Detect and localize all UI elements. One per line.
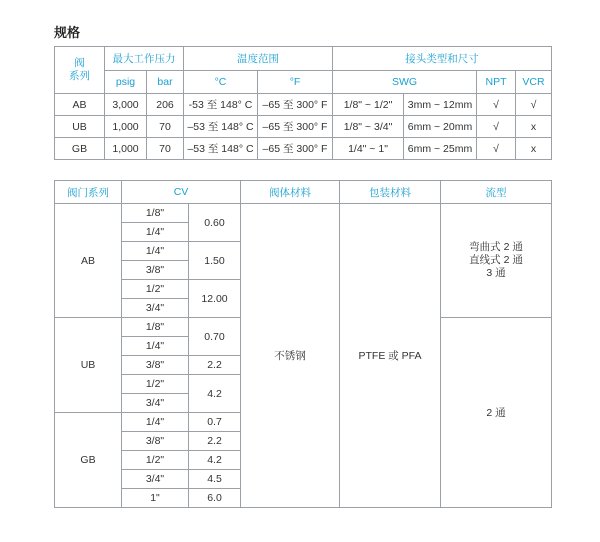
cell-npt: √	[477, 116, 516, 138]
cell-swg-inch: 1/8" ~ 3/4"	[333, 116, 404, 138]
header-temp-range: 温度范围	[184, 47, 333, 71]
cell-bar: 70	[147, 138, 184, 160]
cell-celsius: –53 至 148° C	[184, 138, 258, 160]
cell-vcr: √	[516, 94, 552, 116]
group-series: AB	[55, 204, 122, 318]
size-cell: 3/8"	[122, 356, 189, 375]
header-series: 阀 系列	[55, 47, 105, 94]
flow-pattern-ab: 弯曲式 2 通 直线式 2 通 3 通	[441, 204, 552, 318]
cell-celsius: -53 至 148° C	[184, 94, 258, 116]
cv-value: 4.5	[189, 470, 241, 489]
cell-bar: 70	[147, 116, 184, 138]
cv-value: 2.2	[189, 356, 241, 375]
spec-table	[54, 46, 552, 160]
size-cell: 1/2"	[122, 375, 189, 394]
header-fahrenheit: °F	[258, 71, 333, 94]
header-psig: psig	[105, 71, 147, 94]
cv-value: 1.50	[189, 242, 241, 280]
header-max-pressure: 最大工作压力	[105, 47, 184, 71]
cv-value: 12.00	[189, 280, 241, 318]
size-cell: 3/4"	[122, 470, 189, 489]
cell-series: GB	[55, 138, 105, 160]
cv-value: 2.2	[189, 432, 241, 451]
cell-fahrenheit: –65 至 300° F	[258, 116, 333, 138]
cell-celsius: –53 至 148° C	[184, 116, 258, 138]
size-cell: 3/8"	[122, 432, 189, 451]
body-material: 不锈钢	[241, 204, 340, 508]
header-valve-series: 阀门系列	[55, 181, 122, 204]
size-cell: 1/4"	[122, 242, 189, 261]
header-celsius: °C	[184, 71, 258, 94]
size-cell: 1/4"	[122, 337, 189, 356]
cell-swg-inch: 1/4" ~ 1"	[333, 138, 404, 160]
cell-fahrenheit: –65 至 300° F	[258, 94, 333, 116]
cv-value: 0.7	[189, 413, 241, 432]
header-vcr: VCR	[516, 71, 552, 94]
header-flow-pattern: 流型	[441, 181, 552, 204]
cell-vcr: x	[516, 116, 552, 138]
cell-bar: 206	[147, 94, 184, 116]
cell-swg-inch: 1/8" ~ 1/2"	[333, 94, 404, 116]
cv-value: 0.60	[189, 204, 241, 242]
table-row	[55, 116, 552, 138]
cell-series: UB	[55, 116, 105, 138]
cv-value: 6.0	[189, 489, 241, 508]
header-packing-material: 包装材料	[340, 181, 441, 204]
cv-table	[54, 180, 552, 508]
size-cell: 1/4"	[122, 223, 189, 242]
size-cell: 1/2"	[122, 280, 189, 299]
size-cell: 1"	[122, 489, 189, 508]
size-cell: 3/4"	[122, 299, 189, 318]
cell-psig: 3,000	[105, 94, 147, 116]
group-series: GB	[55, 413, 122, 508]
size-cell: 1/8"	[122, 204, 189, 223]
cell-swg-mm: 3mm ~ 12mm	[404, 94, 477, 116]
size-cell: 3/4"	[122, 394, 189, 413]
cell-npt: √	[477, 138, 516, 160]
cell-vcr: x	[516, 138, 552, 160]
size-cell: 1/8"	[122, 318, 189, 337]
table-row	[55, 94, 552, 116]
cv-value: 4.2	[189, 375, 241, 413]
header-body-material: 阀体材料	[241, 181, 340, 204]
header-swg: SWG	[333, 71, 477, 94]
table-row	[55, 138, 552, 160]
packing-material: PTFE 或 PFA	[340, 204, 441, 508]
header-cv: CV	[122, 181, 241, 204]
size-cell: 1/2"	[122, 451, 189, 470]
cell-swg-mm: 6mm ~ 20mm	[404, 116, 477, 138]
cell-swg-mm: 6mm ~ 25mm	[404, 138, 477, 160]
group-series: UB	[55, 318, 122, 413]
cell-series: AB	[55, 94, 105, 116]
size-cell: 1/4"	[122, 413, 189, 432]
cell-fahrenheit: –65 至 300° F	[258, 138, 333, 160]
flow-pattern-2way: 2 通	[441, 318, 552, 508]
header-npt: NPT	[477, 71, 516, 94]
cell-psig: 1,000	[105, 138, 147, 160]
cell-psig: 1,000	[105, 116, 147, 138]
cell-npt: √	[477, 94, 516, 116]
page-title: 规格	[54, 25, 81, 40]
cv-value: 0.70	[189, 318, 241, 356]
size-cell: 3/8"	[122, 261, 189, 280]
cv-value: 4.2	[189, 451, 241, 470]
header-fitting: 接头类型和尺寸	[333, 47, 552, 71]
header-bar: bar	[147, 71, 184, 94]
